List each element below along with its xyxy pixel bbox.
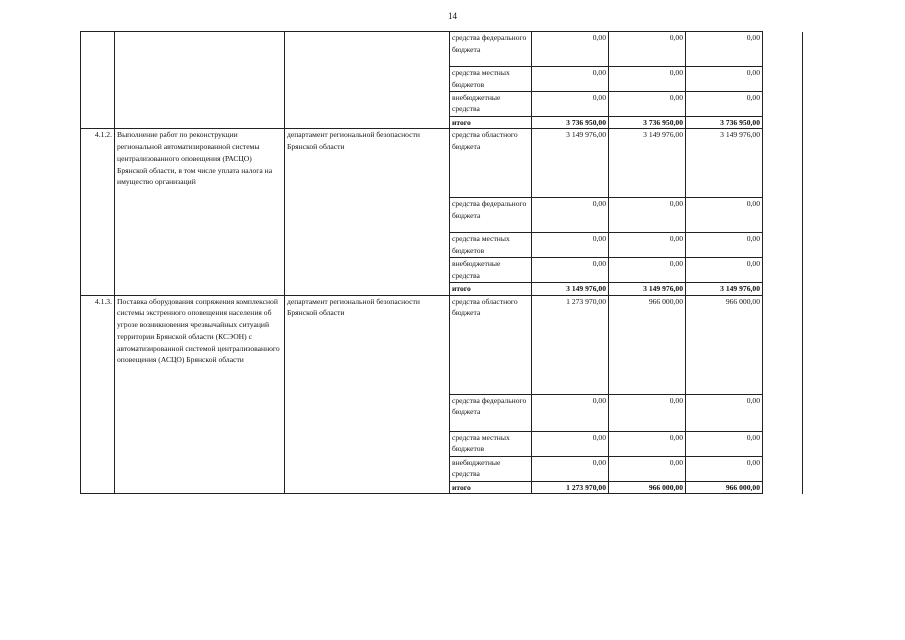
table-row — [81, 295, 803, 394]
source-cell: средства местных бюджетов — [450, 431, 532, 456]
empty-cell — [763, 32, 803, 129]
source-cell: средства федерального бюджета — [450, 32, 532, 67]
value-cell: 0,00 — [532, 91, 609, 116]
page-number: 14 — [448, 11, 457, 21]
name-cell — [115, 32, 285, 129]
table-row — [81, 32, 803, 67]
table-row — [81, 129, 803, 198]
source-cell: внебюджетные средства — [450, 91, 532, 116]
value-cell: 3 149 976,00 — [609, 129, 686, 198]
value-cell: 0,00 — [609, 431, 686, 456]
value-cell: 0,00 — [686, 233, 763, 258]
value-cell: 0,00 — [609, 32, 686, 67]
value-cell: 3 149 976,00 — [532, 282, 609, 295]
source-cell: средства федерального бюджета — [450, 198, 532, 233]
value-cell: 1 273 970,00 — [532, 481, 609, 494]
value-cell: 966 000,00 — [609, 295, 686, 394]
value-cell: 0,00 — [532, 198, 609, 233]
value-cell: 0,00 — [609, 67, 686, 92]
value-cell: 3 736 950,00 — [609, 116, 686, 129]
value-cell: 0,00 — [532, 431, 609, 456]
value-cell: 1 273 970,00 — [532, 295, 609, 394]
item-executor: департамент региональной безопасности Брянской области — [285, 129, 450, 295]
value-cell: 3 149 976,00 — [686, 129, 763, 198]
value-cell: 3 149 976,00 — [686, 282, 763, 295]
item-code: 4.1.3. — [81, 295, 115, 494]
source-cell: средства местных бюджетов — [450, 233, 532, 258]
item-name: Выполнение работ по реконструкции региональной автоматизированной системы централизованного оповещения (РАСЦО) Брянской области, в том числе уплата налога на имущество организаций — [115, 129, 285, 295]
value-cell: 966 000,00 — [609, 481, 686, 494]
value-cell: 0,00 — [532, 394, 609, 431]
value-cell: 0,00 — [609, 198, 686, 233]
code-cell — [81, 32, 115, 129]
value-cell: 0,00 — [532, 32, 609, 67]
value-cell: 0,00 — [686, 198, 763, 233]
value-cell: 3 736 950,00 — [686, 116, 763, 129]
source-cell: итого — [450, 116, 532, 129]
value-cell: 0,00 — [609, 394, 686, 431]
item-code: 4.1.2. — [81, 129, 115, 295]
value-cell: 3 149 976,00 — [609, 282, 686, 295]
value-cell: 0,00 — [532, 233, 609, 258]
source-cell: итого — [450, 481, 532, 494]
empty-cell — [763, 295, 803, 494]
source-cell: средства федерального бюджета — [450, 394, 532, 431]
executor-cell — [285, 32, 450, 129]
source-cell: средства областного бюджета — [450, 295, 532, 394]
value-cell: 0,00 — [686, 91, 763, 116]
value-cell: 3 149 976,00 — [532, 129, 609, 198]
value-cell: 0,00 — [686, 456, 763, 481]
source-cell: внебюджетные средства — [450, 257, 532, 282]
item-name: Поставка оборудования сопряжения комплексной системы экстренного оповещения населения об угрозе возникновения чрезвычайных ситуаций территории Брянской области (КСЭОН) с автоматизированной системой централизованного оповещения (АСЦО) Брянской области — [115, 295, 285, 494]
budget-table — [80, 31, 803, 494]
value-cell: 0,00 — [609, 91, 686, 116]
source-cell: внебюджетные средства — [450, 456, 532, 481]
value-cell: 0,00 — [532, 257, 609, 282]
value-cell: 0,00 — [532, 456, 609, 481]
item-executor: департамент региональной безопасности Брянской области — [285, 295, 450, 494]
source-cell: средства местных бюджетов — [450, 67, 532, 92]
value-cell: 0,00 — [686, 67, 763, 92]
source-cell: средства областного бюджета — [450, 129, 532, 198]
value-cell: 0,00 — [686, 32, 763, 67]
empty-cell — [763, 129, 803, 295]
value-cell: 0,00 — [686, 257, 763, 282]
value-cell: 966 000,00 — [686, 295, 763, 394]
source-cell: итого — [450, 282, 532, 295]
value-cell: 0,00 — [686, 394, 763, 431]
value-cell: 0,00 — [609, 233, 686, 258]
value-cell: 0,00 — [609, 257, 686, 282]
value-cell: 966 000,00 — [686, 481, 763, 494]
value-cell: 0,00 — [609, 456, 686, 481]
value-cell: 0,00 — [686, 431, 763, 456]
value-cell: 0,00 — [532, 67, 609, 92]
value-cell: 3 736 950,00 — [532, 116, 609, 129]
